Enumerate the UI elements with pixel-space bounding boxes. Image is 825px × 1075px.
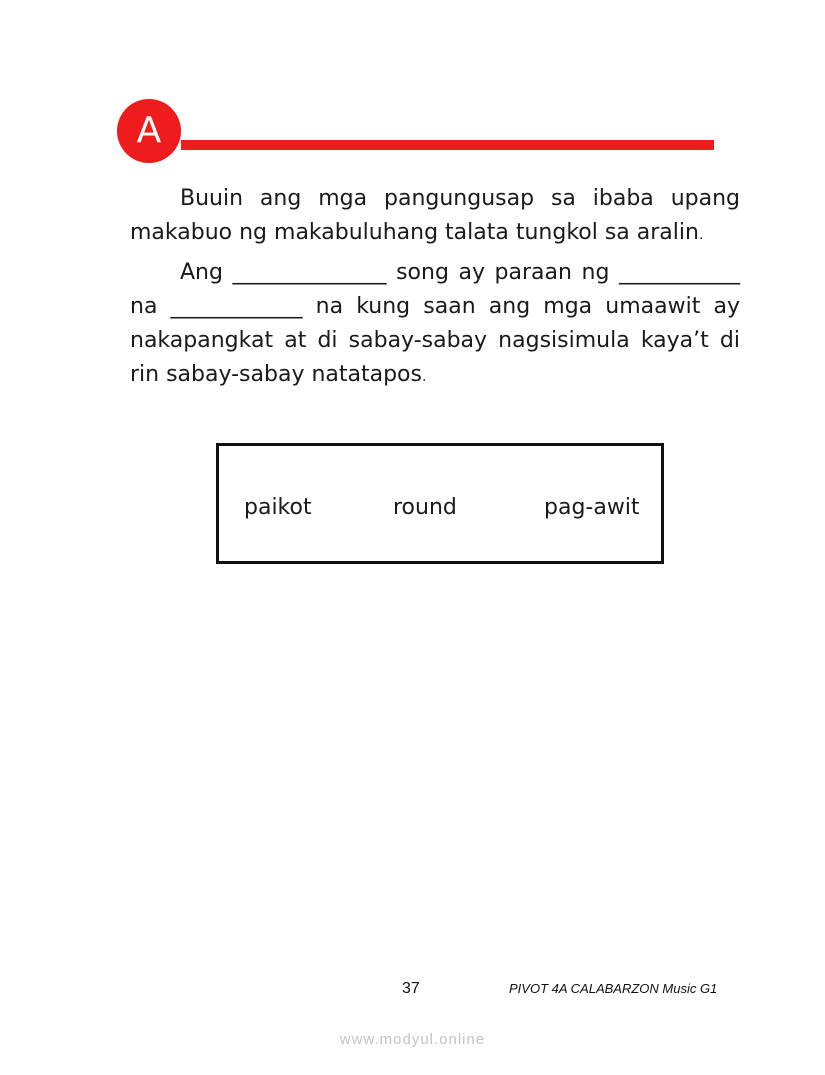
instructions-paragraph <box>130 182 740 252</box>
word-bank-box <box>216 443 664 564</box>
instructions-text: Buuin ang mga pangungusap sa ibaba upang makabuo ng makabuluhang talata tungkol sa aralin <box>130 186 740 245</box>
exercise-period: . <box>421 369 427 385</box>
word-bank-item: pag-awit <box>544 495 640 520</box>
footer-label: PIVOT 4A CALABARZON Music G1 <box>509 981 718 996</box>
exercise-line-2: na ____________ na kung saan ang mga umaawit ay nakapangkat at di sabay-sabay nagsisimula kaya’t di rin sabay-sabay natatapos <box>130 294 740 387</box>
watermark: www.modyul.online <box>339 1031 486 1048</box>
page-number: 37 <box>402 980 420 997</box>
word-bank-item: paikot <box>244 495 312 520</box>
word-bank-item: round <box>393 495 457 520</box>
exercise-paragraph <box>130 256 740 394</box>
section-divider <box>181 140 714 150</box>
exercise-line-1: Ang ______________ song ay paraan ng ___________ <box>180 260 740 285</box>
section-badge: A <box>117 99 181 163</box>
instructions-period: . <box>698 227 704 243</box>
